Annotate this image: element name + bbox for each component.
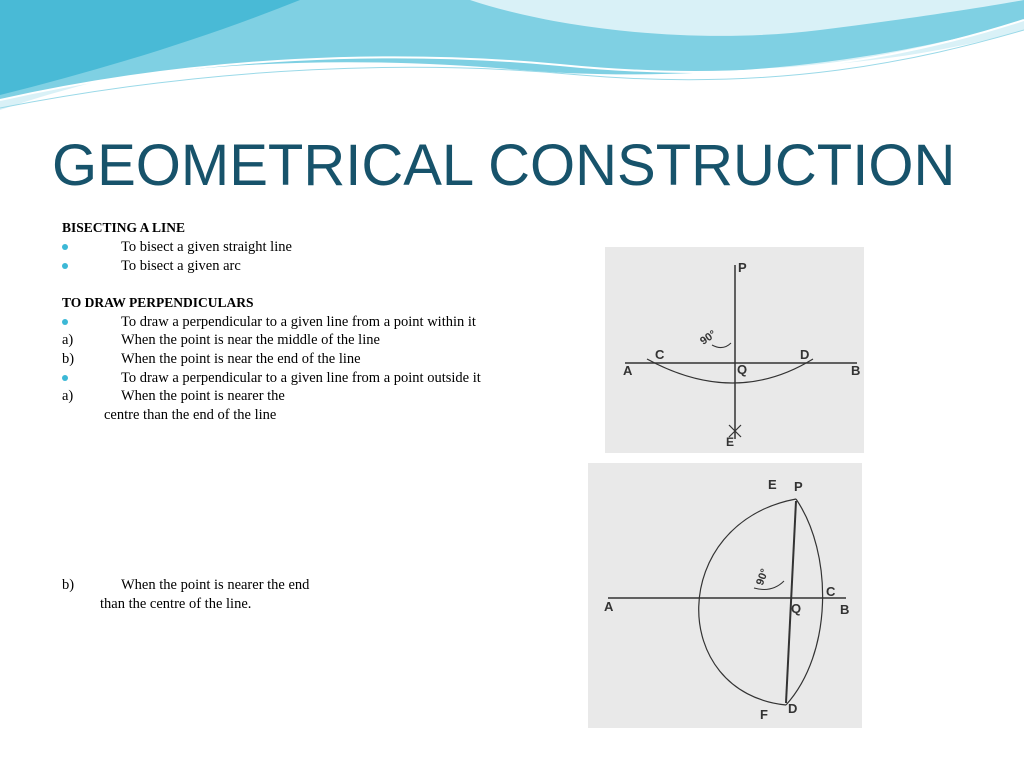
label-c: C [655,347,665,362]
label-d: D [800,347,810,362]
label-a: A [623,363,633,378]
sub-item-continuation: than the centre of the line. [100,596,252,612]
label-c: C [826,584,836,599]
sub-item-continuation: centre than the end of the line [104,407,277,423]
bullet-icon [62,244,68,250]
bullet-item: To draw a perpendicular to a given line from a point within it [62,313,582,331]
sub-item: b) When the point is nearer the end [62,577,310,593]
label-b: B [851,363,861,378]
label-d: D [788,701,798,716]
sub-item: a) When the point is nearer the [62,388,285,404]
bullet-icon [62,319,68,325]
bullet-item: To draw a perpendicular to a given line from a point outside it [62,369,582,387]
label-b: B [840,602,850,617]
label-p: P [794,479,803,494]
label-p: P [738,260,747,275]
bullet-icon [62,375,68,381]
bullet-item: To bisect a given arc [62,257,582,275]
figure-perpendicular-middle [605,247,864,453]
header-wave [0,0,1024,120]
label-q: Q [791,601,802,616]
label-e: E [726,435,735,449]
label-q: Q [737,362,748,377]
bullet-item: To bisect a given straight line [62,238,582,256]
slide-title: GEOMETRICAL CONSTRUCTION [52,133,956,198]
label-angle: 90° [698,328,719,348]
section-heading-perpendiculars: TO DRAW PERPENDICULARS [62,295,254,310]
label-f: F [760,707,768,722]
figure-perpendicular-end [588,463,862,728]
label-e: E [768,477,777,492]
label-angle: 90° [754,567,772,587]
bullet-icon [62,263,68,269]
sub-item: b) When the point is near the end of the line [62,351,361,367]
section-heading-bisecting: BISECTING A LINE [62,220,186,235]
sub-item: a) When the point is near the middle of the line [62,332,380,348]
label-a: A [604,599,614,614]
